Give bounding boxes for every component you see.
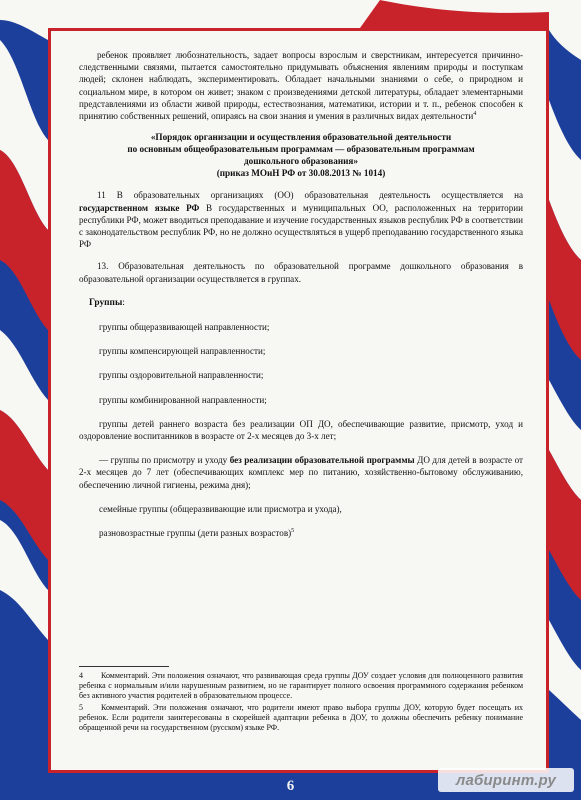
section-heading	[79, 132, 523, 179]
group-item: группы компенсирующей направленности;	[99, 346, 266, 357]
footnote-5: 5 Комментарий. Эти положения означают, что родители имеют право выбора группы ДОУ, которую будет посещать их ребенок. Если родители заинтересованы в скорейшей адаптации ребенка в ДОУ, то должны обеспечить ребенку понимание обращенной речи на государственном (русском) языке РФ.	[79, 703, 523, 732]
state-language-emphasis: государственном языке РФ	[79, 202, 200, 213]
intro-paragraph: ребенок проявляет любознательность, задает вопросы взрослым и сверстникам, интересуется причинно-следственными связями, пытается самостоятельно придумывать объяснения явлениям природы и поступкам людей; склонен наблюдать, экспериментировать. Обладает начальными знаниями о себе, о природном и социальном мире, в котором он живет; знаком с произведениями детской литературы, обладает элементарными представлениями из области живой природы, естествознания, математики, истории и т. п., ребенок способен к принятию собственных решений, опираясь на свои знания и умения в различных видах деятельности$^4$	[79, 50, 523, 122]
document-sheet	[48, 28, 549, 773]
heading-line-3: дошкольного образования»	[244, 155, 358, 166]
group-item-mixed: разновозрастные группы (дети разных возрастов)$^5$	[99, 528, 295, 539]
footnote-4: 4 Комментарий. Эти положения означают, что развивающая среда группы ДОУ создает условия для полноценного развития ребенка с нормальным и/или нарушенным развитием, но не гарантирует полного освоения программного содержания ребенком без активного участия родителей в образовательном процессе.	[79, 671, 523, 700]
page-number: 6	[286, 778, 295, 794]
group-item-care: — группы по присмотру и уходу без реализации образовательной программы ДО для детей в возрасте от 2-х месяцев до 7 лет (обеспечивающих комплекс мер по питанию, хозяйственно-бытовому обслуживанию, обеспечению личной гигиены, режима дня);	[79, 455, 523, 490]
paragraph-13: 13. Образовательная деятельность по образовательной программе дошкольного образования в образовательной организации осуществляется в группах.	[79, 261, 523, 284]
no-program-emphasis: без реализации образовательной программы	[229, 455, 415, 466]
group-item: группы комбинированной направленности;	[99, 394, 267, 405]
groups-title: Группы:	[89, 297, 125, 308]
heading-line-1: «Порядок организации и осуществления образовательной деятельности	[150, 132, 452, 143]
group-item: группы оздоровительной направленности;	[99, 370, 264, 381]
group-item-family: семейные группы (общеразвивающие или присмотра и ухода),	[99, 503, 342, 514]
footnotes	[79, 671, 523, 735]
heading-line-2: по основным общеобразовательным программам — образовательным программам	[127, 144, 475, 155]
footnote-divider	[79, 666, 169, 667]
group-item: группы общеразвивающей направленности;	[99, 322, 270, 333]
group-item: группы детей раннего возраста без реализации ОП ДО, обеспечивающие развитие, присмотр, уход и оздоровление воспитанников в возрасте от 2-х месяцев до 3-х лет;	[79, 418, 523, 442]
heading-line-4: (приказ МОиН РФ от 30.08.2013 № 1014)	[216, 167, 386, 178]
document-body	[79, 49, 523, 539]
labirint-watermark-logo: лабиринт.ру	[438, 768, 574, 792]
paragraph-11: 11 В образовательных организациях (ОО) образовательная деятельность осуществляется на государственном языке РФ В государственных и муниципальных ОО, расположенных на территории республики РФ, может вводиться преподавание и изучение государственных языков республик РФ в соответствии с законодательством республик РФ, но не должно осуществляться в ущерб преподаванию государственного языка РФ	[79, 190, 523, 250]
footnote-ref-5: 5	[291, 528, 295, 535]
footnote-ref-4: 4	[473, 110, 477, 117]
